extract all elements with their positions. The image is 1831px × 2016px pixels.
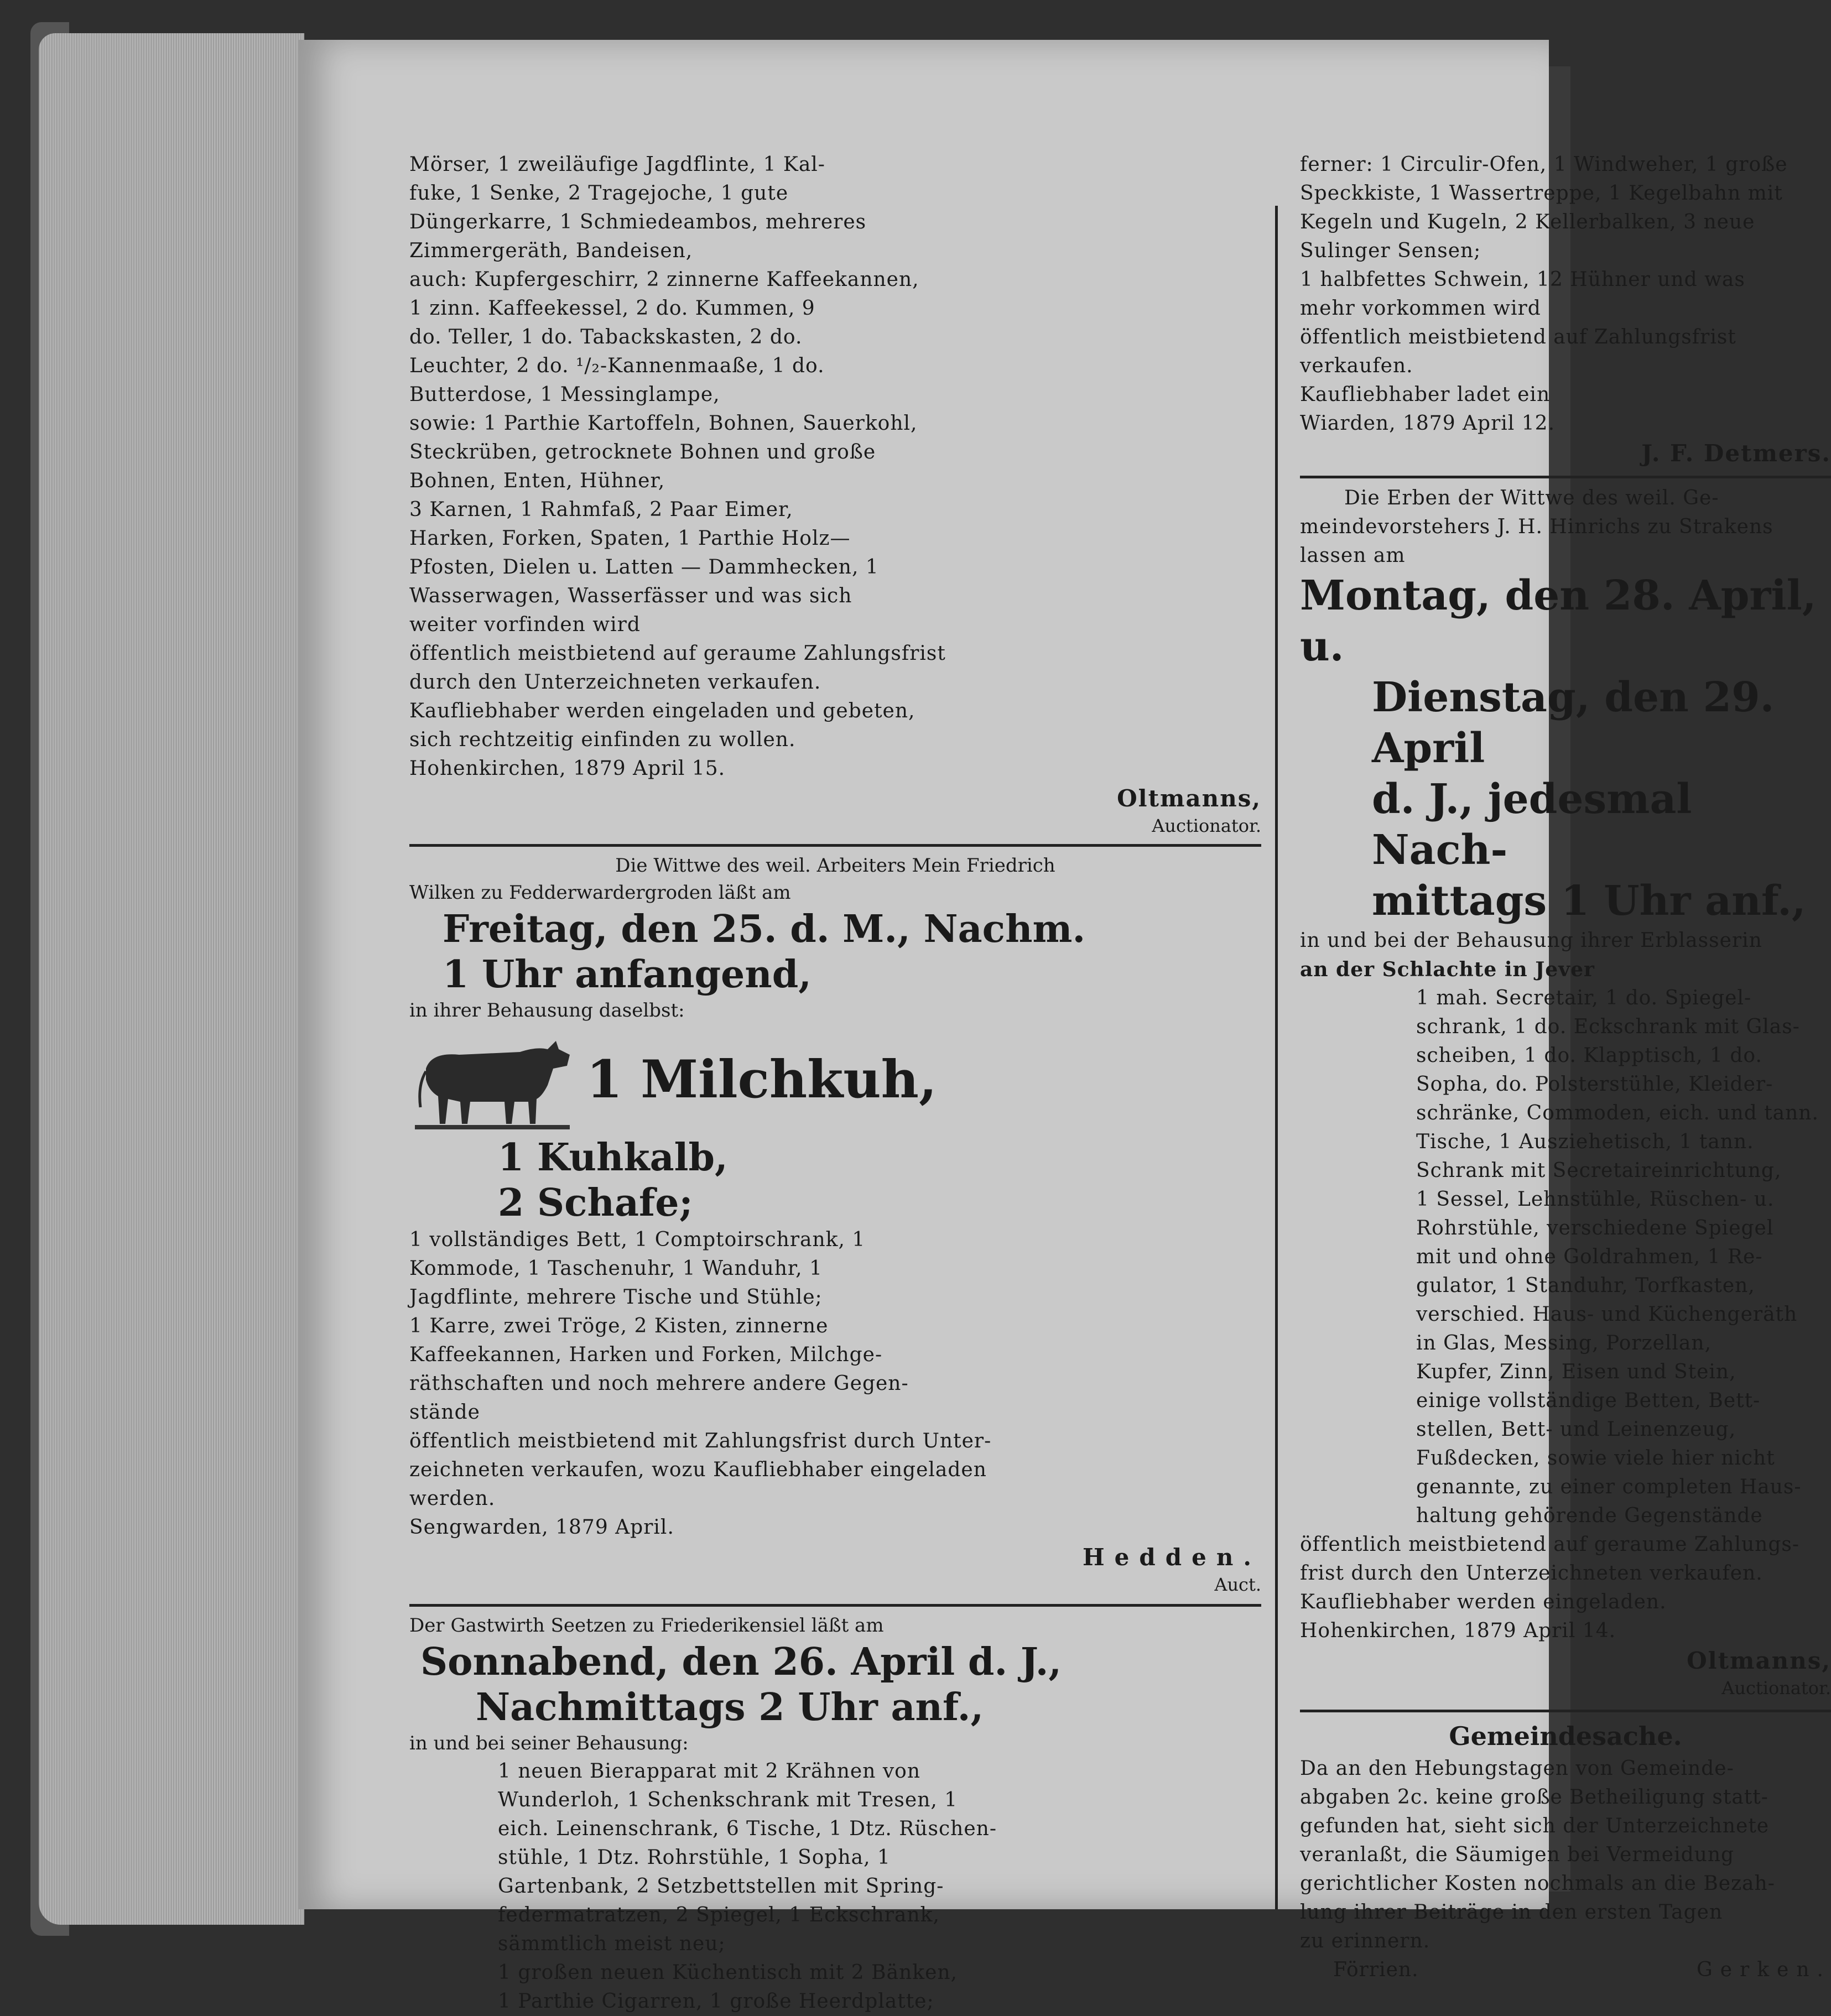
text-line: 1 Parthie Cigarren, 1 große Heerdplatte; — [498, 1990, 934, 2013]
text-line: Kommode, 1 Taschenuhr, 1 Wanduhr, 1 — [409, 1257, 823, 1280]
ad-body — [409, 1226, 1261, 1542]
text-line: sich rechtzeitig einfinden zu wollen. — [409, 728, 796, 751]
text-line: stellen, Bett- und Leinenzeug, — [1416, 1418, 1736, 1441]
ad-place: an der Schlachte in Jever — [1300, 958, 1595, 981]
text-line: Jagdflinte, mehrere Tische und Stühle; — [409, 1286, 823, 1309]
text-line: Hohenkirchen, 1879 April 14. — [1300, 1619, 1616, 1642]
text-line: stühle, 1 Dtz. Rohrstühle, 1 Sopha, 1 — [498, 1846, 891, 1869]
ad-auction-sengwarden — [409, 852, 1261, 1596]
ad-auction-wiarden — [1300, 150, 1831, 469]
ad-intro: meindevorstehers J. H. Hinrichs zu Strakens — [1300, 515, 1773, 538]
ad-signature: Oltmanns, — [1117, 785, 1261, 812]
right-column — [1300, 150, 1831, 1984]
text-line: 1 vollständiges Bett, 1 Comptoirschrank, 1 — [409, 1228, 866, 1251]
ad-place: in und bei seiner Behausung: — [409, 1732, 689, 1754]
ad-item-kuhkalb: 1 Kuhkalb, — [498, 1135, 728, 1180]
text-line: mehr vorkommen wird — [1300, 297, 1541, 320]
text-line: federmatratzen, 2 Spiegel, 1 Eckschrank, — [498, 1904, 940, 1926]
ad-auction-hohenkirchen-15 — [409, 150, 1261, 837]
text-line: 3 Karnen, 1 Rahmfaß, 2 Paar Eimer, — [409, 498, 793, 521]
ad-intro: Die Wittwe des weil. Arbeiters Mein Friedrich — [615, 855, 1055, 877]
text-line: werden. — [409, 1487, 496, 1510]
text-line: durch den Unterzeichneten verkaufen. — [409, 671, 821, 694]
ad-signature: Hedden. — [1082, 1544, 1261, 1571]
text-line: gefunden hat, sieht sich der Unterzeichnete — [1300, 1815, 1770, 1837]
text-line: öffentlich meistbietend auf Zahlungsfrist verkaufen. — [1300, 326, 1736, 377]
ad-body — [1300, 1530, 1831, 1645]
ad-body — [1300, 984, 1831, 1530]
ad-item-schafe: 2 Schafe; — [498, 1181, 693, 1225]
text-line: öffentlich meistbietend auf geraume Zahlungsfrist — [409, 642, 946, 665]
ad-intro: Die Erben der Wittwe des weil. Ge- — [1344, 487, 1719, 509]
ad-place: in ihrer Behausung daselbst: — [409, 999, 685, 1022]
text-line: Gartenbank, 2 Setzbettstellen mit Spring- — [498, 1875, 944, 1898]
text-line: weiter vorfinden wird — [409, 613, 641, 636]
column-divider — [1275, 206, 1278, 1909]
ad-signature: J. F. Detmers. — [1641, 440, 1831, 467]
text-line: do. Teller, 1 do. Tabackskasten, 2 do. — [409, 326, 803, 348]
text-line: einige vollständige Betten, Bett- — [1416, 1389, 1761, 1412]
text-line: fuke, 1 Senke, 2 Tragejoche, 1 gute — [409, 182, 789, 205]
text-line: Sopha, do. Polsterstühle, Kleider- — [1416, 1073, 1773, 1096]
text-line: Kaffeekannen, Harken und Forken, Milchge- — [409, 1343, 883, 1366]
ad-signature-title: Auctionator. — [1721, 1678, 1831, 1699]
ad-time: 1 Uhr anfangend, — [443, 952, 812, 997]
ad-auction-friederikensiel — [409, 1612, 1261, 2016]
ad-date: d. J., jedesmal Nach- — [1372, 775, 1692, 874]
text-line: Leuchter, 2 do. ¹/₂-Kannenmaaße, 1 do. — [409, 355, 825, 377]
ad-body — [409, 1757, 1261, 2016]
ad-signature: Oltmanns, — [1687, 1647, 1831, 1674]
text-line: Düngerkarre, 1 Schmiedeambos, mehreres — [409, 211, 867, 233]
ad-signature-title: Auctionator. — [1152, 815, 1261, 836]
ad-body — [409, 150, 1261, 783]
text-line: 1 mah. Secretair, 1 do. Spiegel- — [1416, 987, 1752, 1009]
text-line: Da an den Hebungstagen von Gemeinde- — [1300, 1757, 1734, 1780]
text-line: Kegeln und Kugeln, 2 Kellerbalken, 3 neue — [1300, 211, 1755, 233]
text-line: stände — [409, 1401, 480, 1424]
text-line: Steckrüben, getrocknete Bohnen und große — [409, 441, 876, 463]
ad-date: Dienstag, den 29. April — [1372, 674, 1775, 772]
left-column — [409, 150, 1261, 2016]
notice-body — [1300, 1754, 1831, 1956]
text-line: sämmtlich meist neu; — [498, 1932, 726, 1955]
text-line: Butterdose, 1 Messinglampe, — [409, 383, 720, 406]
text-line: zu erinnern. — [1300, 1930, 1431, 1952]
cow-illustration — [409, 1024, 575, 1135]
text-line: Zimmergeräth, Bandeisen, — [409, 239, 693, 262]
ad-separator — [409, 844, 1261, 847]
text-line: eich. Leinenschrank, 6 Tische, 1 Dtz. Rüschen- — [498, 1817, 997, 1840]
newspaper-page — [299, 40, 1831, 2013]
text-line: 1 halbfettes Schwein, 12 Hühner und was — [1300, 268, 1745, 291]
cow-row — [409, 1024, 1261, 1135]
text-line: genannte, zu einer completen Haus- — [1416, 1476, 1802, 1498]
text-line: öffentlich meistbietend auf geraume Zahlungs- — [1300, 1533, 1800, 1556]
text-line: lung ihrer Beiträge in den ersten Tagen — [1300, 1901, 1723, 1924]
ad-date: Montag, den 28. April, u. — [1300, 572, 1817, 670]
ad-item-milchkuh: 1 Milchkuh, — [586, 1049, 937, 1110]
text-line: Schrank mit Secretaireinrichtung, — [1416, 1159, 1782, 1182]
text-line: auch: Kupfergeschirr, 2 zinnerne Kaffeekannen, — [409, 268, 919, 291]
notice-heading: Gemeindesache. — [1449, 1721, 1682, 1751]
ad-time: Nachmittags 2 Uhr anf., — [476, 1685, 984, 1730]
text-line: 1 Karre, zwei Tröge, 2 Kisten, zinnerne — [409, 1315, 829, 1337]
ad-date: Sonnabend, den 26. April d. J., — [420, 1640, 1062, 1684]
text-line: in Glas, Messing, Porzellan, — [1416, 1332, 1712, 1355]
text-line: 1 großen neuen Küchentisch mit 2 Bänken, — [498, 1961, 958, 1984]
ad-time: mittags 1 Uhr anf., — [1372, 877, 1806, 925]
ad-intro: lassen am — [1300, 544, 1406, 567]
text-line: Sengwarden, 1879 April. — [409, 1516, 674, 1539]
text-line: 1 neuen Bierapparat mit 2 Krähnen von — [498, 1760, 921, 1783]
text-line: abgaben 2c. keine große Betheiligung statt- — [1300, 1786, 1768, 1809]
text-line: scheiben, 1 do. Klapptisch, 1 do. — [1416, 1044, 1762, 1067]
text-line: Wunderloh, 1 Schenkschrank mit Tresen, 1 — [498, 1789, 958, 1811]
ad-separator — [1300, 1710, 1831, 1712]
text-line: Hohenkirchen, 1879 April 15. — [409, 757, 726, 780]
text-line: schrank, 1 do. Eckschrank mit Glas- — [1416, 1015, 1800, 1038]
text-line: verschied. Haus- und Küchengeräth — [1416, 1303, 1798, 1326]
text-line: zeichneten verkaufen, wozu Kaufliebhaber eingeladen — [409, 1458, 987, 1481]
text-line: öffentlich meistbietend mit Zahlungsfrist durch Unter- — [409, 1430, 992, 1452]
text-line: gulator, 1 Standuhr, Torfkasten, — [1416, 1274, 1755, 1297]
ad-body — [1300, 150, 1831, 438]
text-line: Kaufliebhaber werden eingeladen und gebeten, — [409, 700, 916, 722]
text-line: mit und ohne Goldrahmen, 1 Re- — [1416, 1246, 1763, 1268]
text-line: schränke, Commoden, eich. und tann. — [1416, 1102, 1819, 1124]
notice-footer — [1300, 1956, 1831, 1984]
text-line: haltung gehörende Gegenstände — [1416, 1504, 1763, 1527]
text-line: Wasserwagen, Wasserfässer und was sich — [409, 585, 852, 607]
ad-intro: Wilken zu Fedderwardergroden läßt am — [409, 882, 791, 904]
text-line: Rohrstühle, verschiedene Spiegel — [1416, 1217, 1774, 1239]
text-line: Wiarden, 1879 April 12. — [1300, 412, 1556, 435]
text-line: sowie: 1 Parthie Kartoffeln, Bohnen, Sauerkohl, — [409, 412, 918, 435]
ad-intro: Der Gastwirth Seetzen zu Friederikensiel läßt am — [409, 1614, 884, 1637]
text-line: veranlaßt, die Säumigen bei Vermeidung — [1300, 1843, 1735, 1866]
notice-place: Förrien. — [1333, 1958, 1419, 1981]
text-line: Bohnen, Enten, Hühner, — [409, 470, 665, 492]
text-line: gerichtlicher Kosten nochmals an die Bezah- — [1300, 1872, 1775, 1895]
notice-signature: Gerken. — [1696, 1958, 1831, 1981]
ad-auction-jever — [1300, 484, 1831, 1700]
ad-signature-title: Auct. — [1214, 1574, 1261, 1595]
text-line: 1 zinn. Kaffeekessel, 2 do. Kummen, 9 — [409, 297, 815, 320]
text-line: Kaufliebhaber ladet ein — [1300, 383, 1551, 406]
text-line: Pfosten, Dielen u. Latten — Dammhecken, 1 — [409, 556, 879, 579]
ad-separator — [409, 1604, 1261, 1607]
text-line: frist durch den Unterzeichneten verkaufen. — [1300, 1562, 1763, 1585]
ad-date: Freitag, den 25. d. M., Nachm. — [443, 907, 1086, 951]
ad-place: in und bei der Behausung ihrer Erblasserin — [1300, 929, 1762, 952]
text-line: 1 Sessel, Lehnstühle, Rüschen- u. — [1416, 1188, 1775, 1211]
ad-separator — [1300, 476, 1831, 478]
text-line: räthschaften und noch mehrere andere Gegen- — [409, 1372, 909, 1395]
text-line: Kaufliebhaber werden eingeladen. — [1300, 1591, 1667, 1613]
text-line: Sulinger Sensen; — [1300, 239, 1481, 262]
text-line: Kupfer, Zinn, Eisen und Stein, — [1416, 1361, 1736, 1383]
book-page-edges — [39, 33, 304, 1925]
text-line: Mörser, 1 zweiläufige Jagdflinte, 1 Kal- — [409, 153, 825, 176]
text-line: Fußdecken, sowie viele hier nicht — [1416, 1447, 1775, 1470]
notice-gemeindesache — [1300, 1718, 1831, 1984]
text-line: ferner: 1 Circulir-Ofen, 1 Windweher, 1 große — [1300, 153, 1788, 176]
text-line: Harken, Forken, Spaten, 1 Parthie Holz— — [409, 527, 851, 550]
text-line: Tische, 1 Ausziehetisch, 1 tann. — [1416, 1131, 1754, 1153]
text-line: Speckkiste, 1 Wassertreppe, 1 Kegelbahn mit — [1300, 182, 1783, 205]
